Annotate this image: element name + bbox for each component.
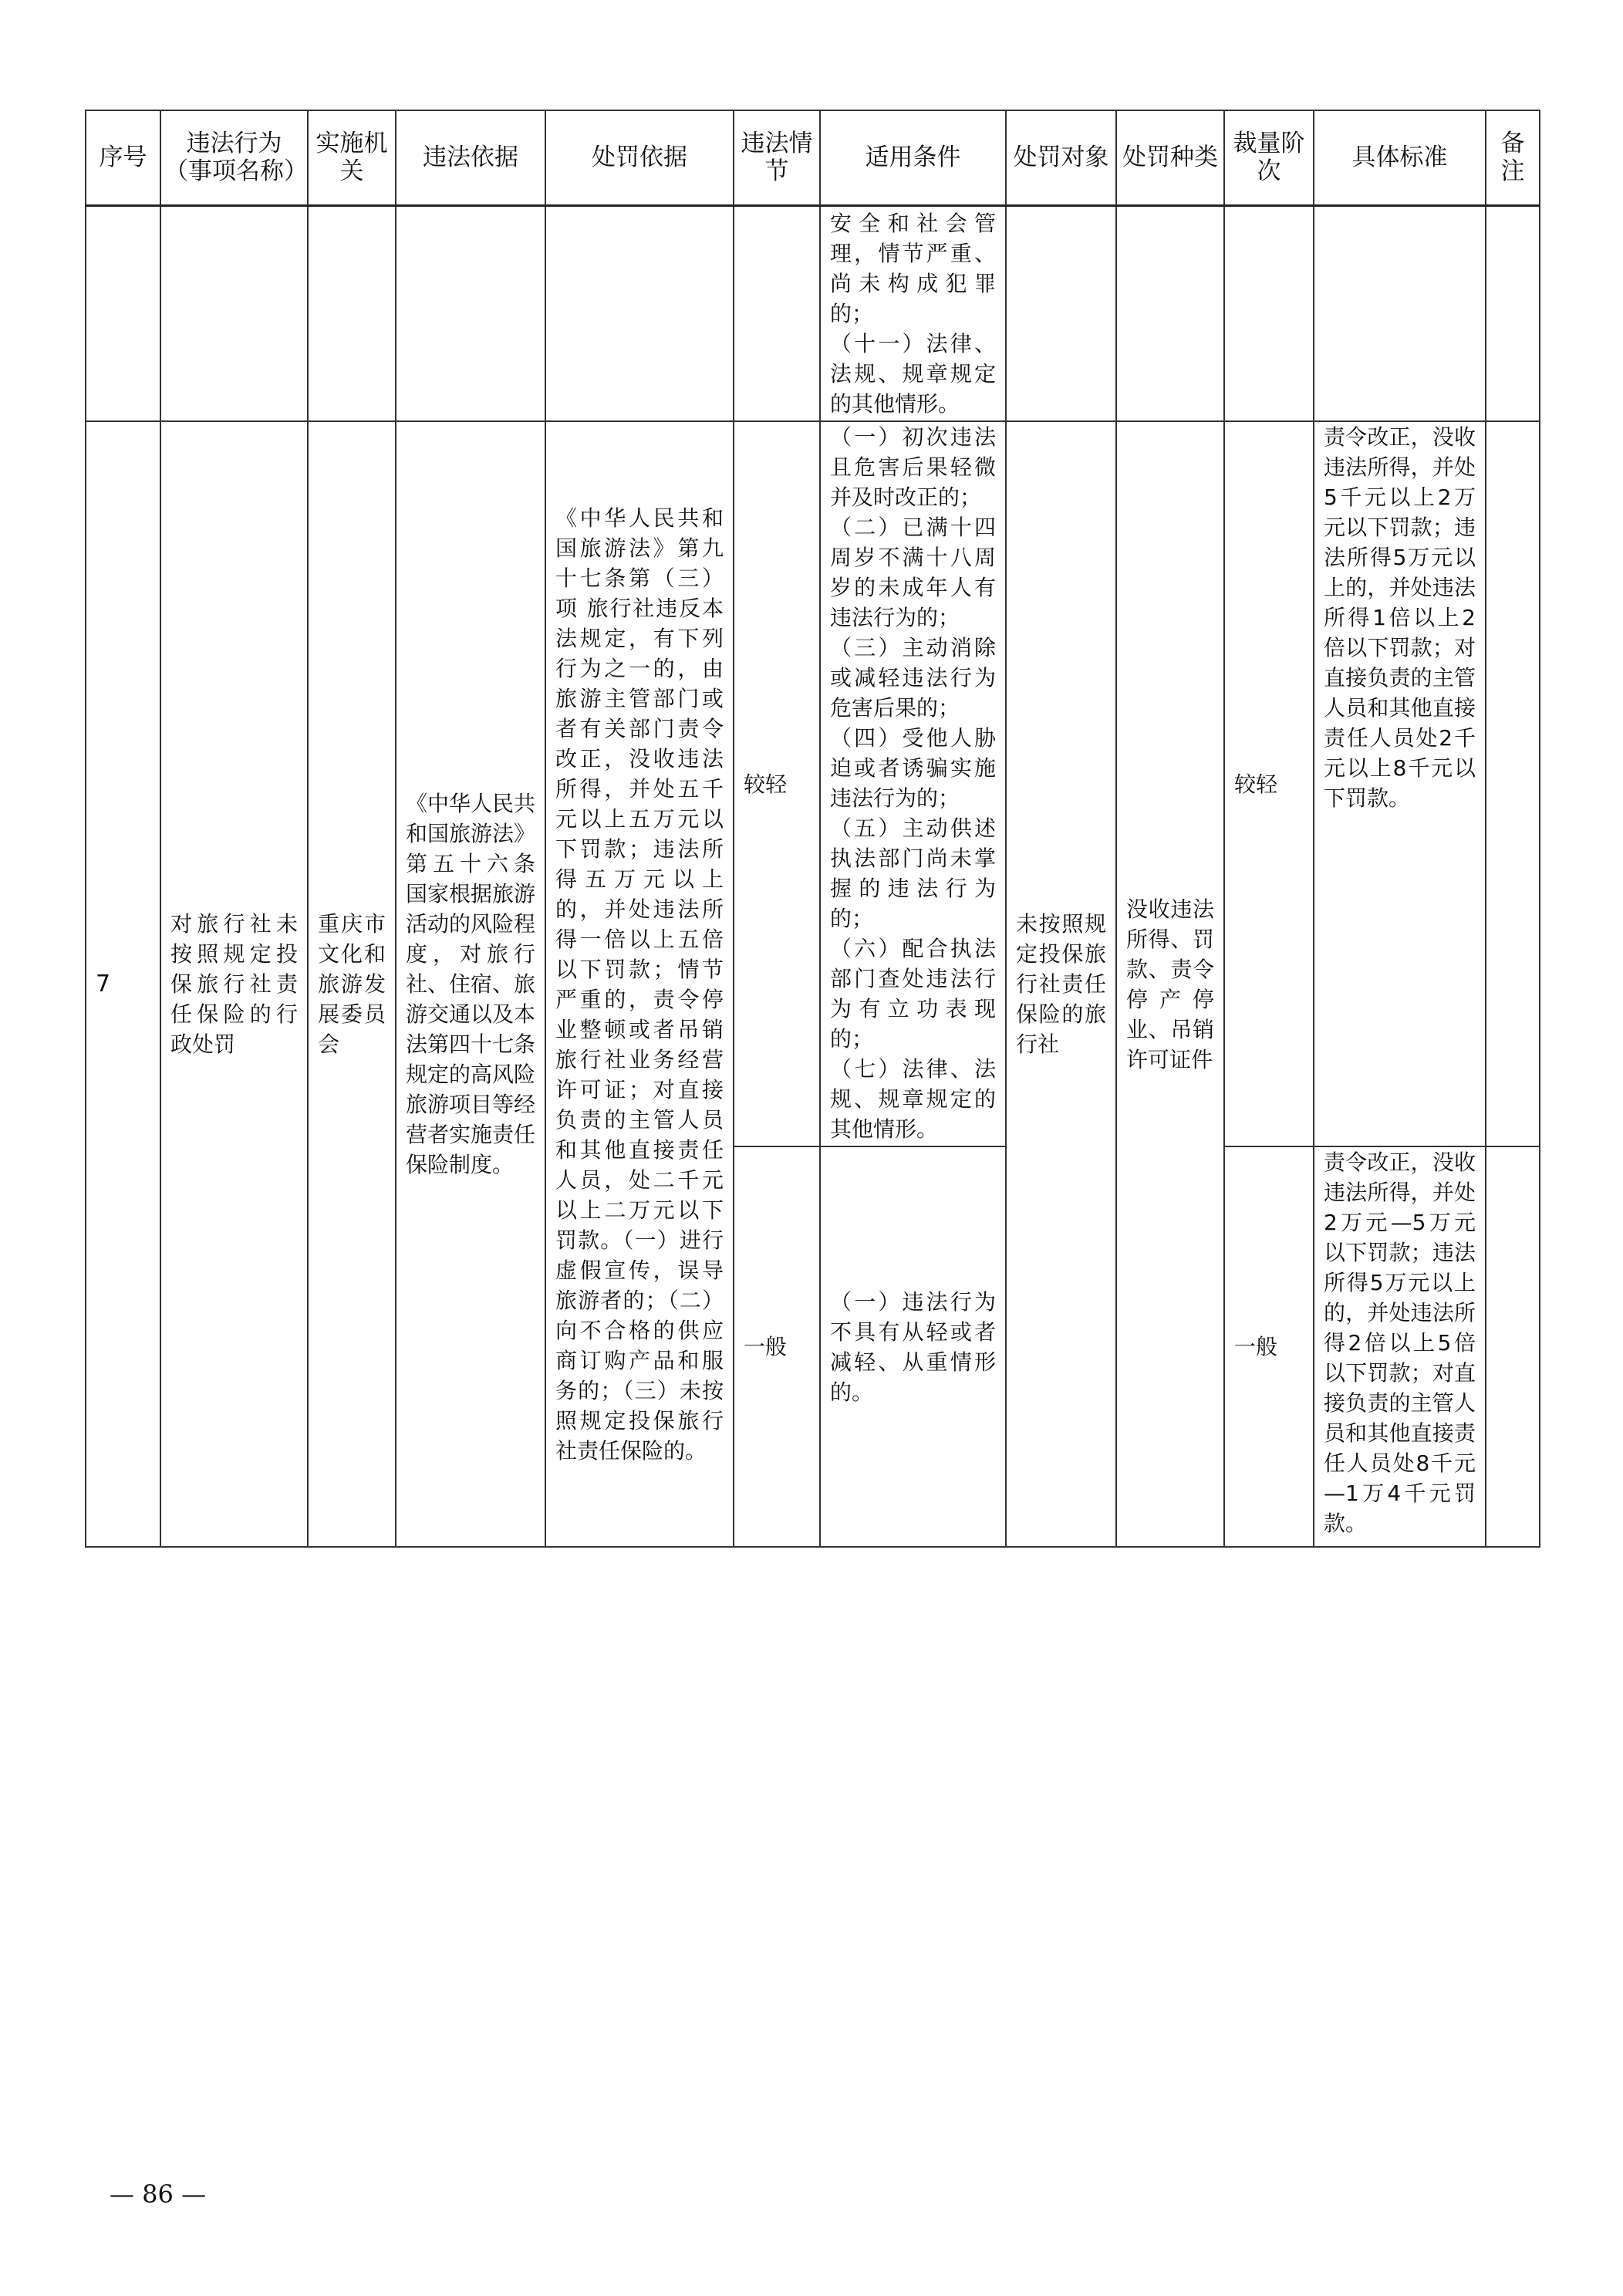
row-behavior: 对旅行社未按照规定投保旅行社责任保险的行政处罚	[160, 421, 308, 1547]
row-violation-basis: 《中华人民共和国旅游法》第五十六条 国家根据旅游活动的风险程度，对旅行社、住宿、旅游交通以及本法第四十七条规定的高风险旅游项目等经营者实施责任保险制度。	[396, 421, 545, 1547]
conditions-general: （一）违法行为不具有从轻或者减轻、从重情形的。	[820, 1146, 1006, 1547]
header-remark: 备注	[1486, 110, 1540, 205]
row-seq: 7	[86, 421, 160, 1547]
header-agency: 实施机关	[308, 110, 396, 205]
page-number: — 86 —	[110, 2180, 207, 2209]
penalty-standard-table	[85, 110, 1540, 1548]
continuation-row	[86, 205, 1540, 421]
header-behavior: 违法行为（事项名称）	[160, 110, 308, 205]
header-penalty-type: 处罚种类	[1116, 110, 1224, 205]
header-penalty-basis: 处罚依据	[545, 110, 734, 205]
header-conditions: 适用条件	[820, 110, 1006, 205]
row-agency: 重庆市文化和旅游发展委员会	[308, 421, 396, 1547]
row-penalty-type: 没收违法所得、罚款、责令停产停业、吊销许可证件	[1116, 421, 1224, 1547]
remark-light	[1486, 421, 1540, 1146]
circumstance-light: 较轻	[734, 421, 820, 1146]
circumstance-general: 一般	[734, 1146, 820, 1547]
header-standard: 具体标准	[1314, 110, 1486, 205]
standard-general: 责令改正，没收违法所得，并处2万元—5万元以下罚款；违法所得5万元以上的，并处违法所得2倍以上5倍以下罚款；对直接负责的主管人员和其他直接责任人员处8千元—1万4千元罚款。	[1314, 1146, 1486, 1547]
row-target: 未按照规定投保旅行社责任保险的旅行社	[1006, 421, 1116, 1547]
header-seq: 序号	[86, 110, 160, 205]
header-level: 裁量阶次	[1224, 110, 1314, 205]
conditions-light: （一）初次违法且危害后果轻微并及时改正的； （二）已满十四周岁不满十八周岁的未成年人有违法行为的； （三）主动消除或减轻违法行为危害后果的； （四）受他人胁迫或者诱骗实施违法行为的； （五）主动供述执法部门尚未掌握的违法行为的； （六）配合执法部门查处违法行为有立功表现的； （七）法律、法规、规章规定的其他情形。	[820, 421, 1006, 1146]
header-target: 处罚对象	[1006, 110, 1116, 205]
table-header-row	[86, 110, 1540, 205]
standard-light: 责令改正，没收违法所得，并处5千元以上2万元以下罚款；违法所得5万元以上的，并处违法所得1倍以上2倍以下罚款；对直接负责的主管人员和其他直接责任人员处2千元以上8千元以下罚款。	[1314, 421, 1486, 1146]
level-light: 较轻	[1224, 421, 1314, 1146]
header-circumstance: 违法情节	[734, 110, 820, 205]
header-violation-basis: 违法依据	[396, 110, 545, 205]
remark-general	[1486, 1146, 1540, 1547]
table-row	[86, 421, 1540, 1146]
continuation-conditions: 安全和社会管理，情节严重、尚未构成犯罪的； （十一）法律、法规、规章规定的其他情形。	[820, 205, 1006, 421]
row-penalty-basis: 《中华人民共和国旅游法》第九十七条第（三）项 旅行社违反本法规定，有下列行为之一的，由旅游主管部门或者有关部门责令改正，没收违法所得，并处五千元以上五万元以下罚款；违法所得五万元以上的，并处违法所得一倍以上五倍以下罚款；情节严重的，责令停业整顿或者吊销旅行社业务经营许可证；对直接负责的主管人员和其他直接责任人员，处二千元以上二万元以下罚款。（一）进行虚假宣传，误导旅游者的；（二）向不合格的供应商订购产品和服务的；（三）未按照规定投保旅行社责任保险的。	[545, 421, 734, 1547]
level-general: 一般	[1224, 1146, 1314, 1547]
